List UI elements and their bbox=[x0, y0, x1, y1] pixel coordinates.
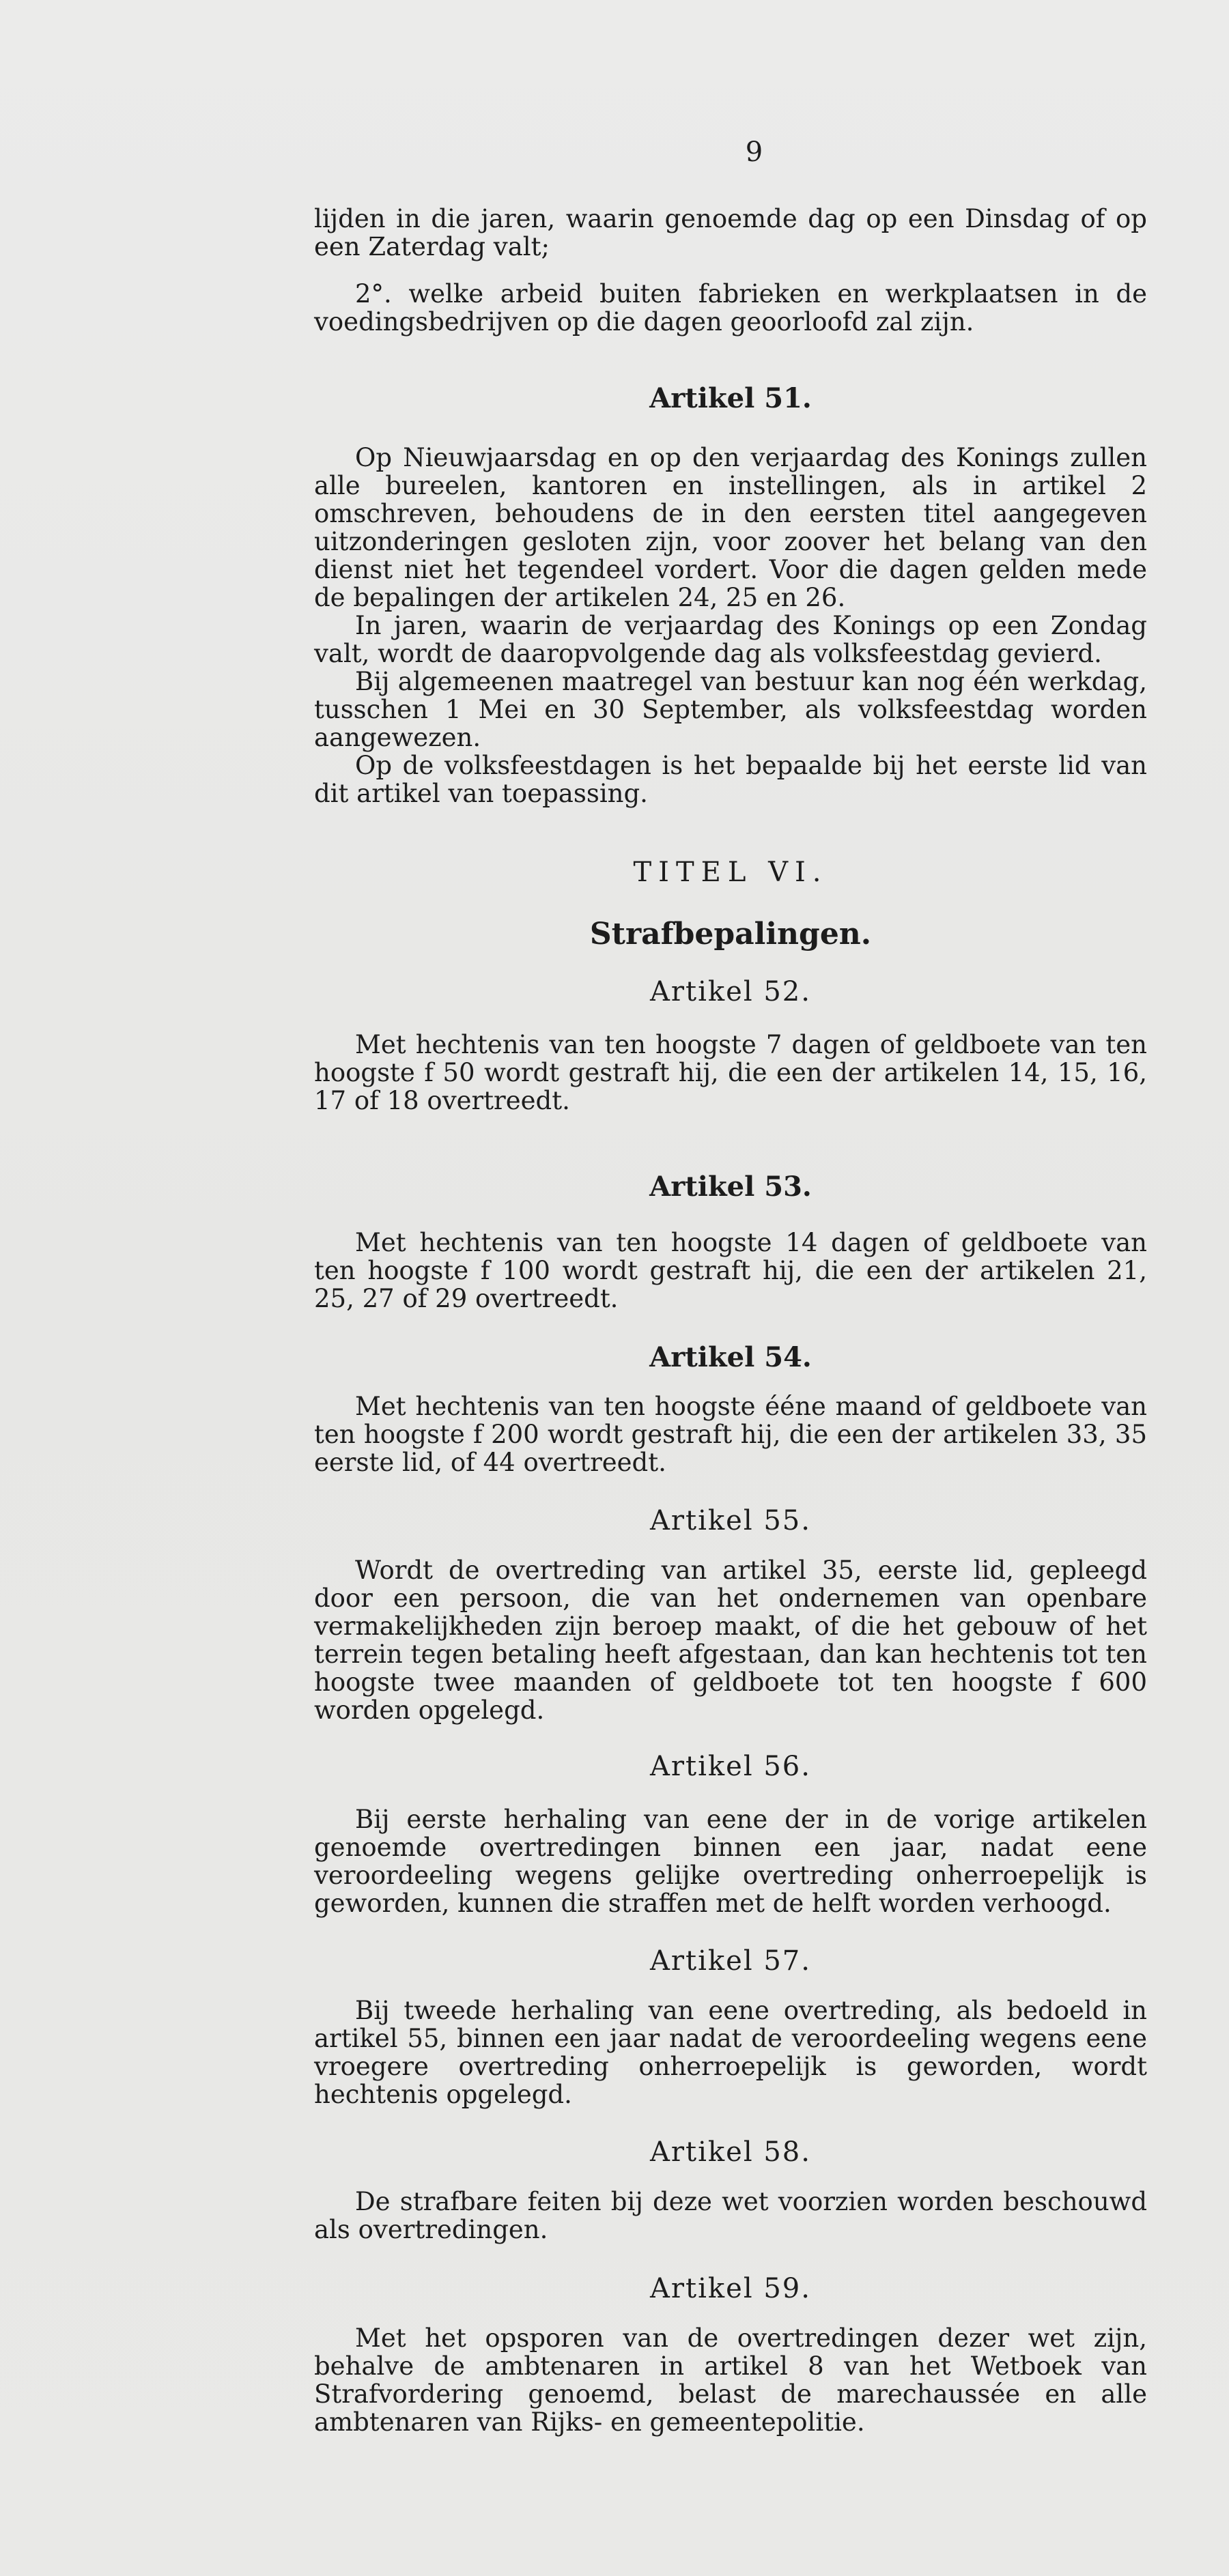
article-body-53 bbox=[314, 1229, 1147, 1313]
section-heading-strafbepalingen: Strafbepalingen. bbox=[589, 917, 872, 951]
article-heading-52: Artikel 52. bbox=[650, 976, 811, 1007]
article-heading-58: Artikel 58. bbox=[650, 2136, 811, 2168]
article-body-51 bbox=[314, 444, 1147, 807]
paragraph: Met hechtenis van ten hoogste 14 dagen of geldboete van ten hoogste f 100 wordt gestraft hij, die een der artikelen 21, 25, 27 of 29 overtreedt. bbox=[314, 1228, 1147, 1313]
article-heading-53: Artikel 53. bbox=[649, 1171, 812, 1203]
page-number: 9 bbox=[745, 137, 764, 168]
paragraph: Bij eerste herhaling van eene der in de vorige artikelen genoemde overtredingen binnen een jaar, nadat eene veroordeeling wegens gelijke overtreding onherroepelijk is geworden, kunnen die straffen met de helft worden verhoogd. bbox=[314, 1805, 1147, 1918]
paragraph: 2°. welke arbeid buiten fabrieken en werkplaatsen in de voedingsbedrijven op die dagen geoorloofd zal zijn. bbox=[314, 279, 1147, 337]
article-heading-51: Artikel 51. bbox=[649, 382, 812, 414]
article-body-58 bbox=[314, 2188, 1147, 2244]
paragraph: Op de volksfeestdagen is het bepaalde bij het eerste lid van dit artikel van toepassing. bbox=[314, 751, 1147, 808]
article-heading-54: Artikel 54. bbox=[649, 1341, 812, 1373]
paragraph: Met hechtenis van ten hoogste ééne maand of geldboete van ten hoogste f 200 wordt gestraft hij, die een der artikelen 33, 35 eerste lid, of 44 overtreedt. bbox=[314, 1392, 1147, 1477]
paragraph: lijden in die jaren, waarin genoemde dag op een Dinsdag of op een Zaterdag valt; bbox=[314, 204, 1147, 261]
article-heading-57: Artikel 57. bbox=[650, 1945, 811, 1977]
article-body-52 bbox=[314, 1031, 1147, 1115]
paragraph: Met het opsporen van de overtredingen dezer wet zijn, behalve de ambtenaren in artikel 8 van het Wetboek van Strafvordering genoemd, belast de marechaussée en alle ambtenaren van Rijks- en gemeentepolitie. bbox=[314, 2323, 1147, 2437]
article-body-54 bbox=[314, 1392, 1147, 1476]
article-heading-55: Artikel 55. bbox=[650, 1505, 811, 1536]
paragraph: Bij tweede herhaling van eene overtreding, als bedoeld in artikel 55, binnen een jaar nadat de veroordeeling wegens eene vroegere overtreding onherroepelijk is geworden, wordt hechtenis opgelegd. bbox=[314, 1996, 1147, 2109]
article-body-59 bbox=[314, 2324, 1147, 2436]
article-heading-56: Artikel 56. bbox=[650, 1751, 811, 1782]
paragraph: Met hechtenis van ten hoogste 7 dagen of geldboete van ten hoogste f 50 wordt gestraft hij, die een der artikelen 14, 15, 16, 17 of 18 overtreedt. bbox=[314, 1030, 1147, 1115]
article-heading-59: Artikel 59. bbox=[650, 2273, 811, 2304]
article-body-55 bbox=[314, 1556, 1147, 1724]
title-heading: TITEL VI. bbox=[633, 857, 828, 888]
paragraph: Op Nieuwjaarsdag en op den verjaardag des Konings zullen alle bureelen, kantoren en instellingen, als in artikel 2 omschreven, behoudens de in den eersten titel aangegeven uitzonderingen gesloten zijn, voor zoover het belang van den dienst niet het tegendeel vordert. Voor die dagen gelden mede de bepalingen der artikelen 24, 25 en 26. bbox=[314, 443, 1147, 612]
paragraph: Bij algemeenen maatregel van bestuur kan nog één werkdag, tusschen 1 Mei en 30 September, als volksfeestdag worden aangewezen. bbox=[314, 667, 1147, 752]
paragraph: Wordt de overtreding van artikel 35, eerste lid, gepleegd door een persoon, die van het ondernemen van openbare vermakelijkheden zijn beroep maakt, of die het gebouw of het terrein tegen betaling heeft afgestaan, dan kan hechtenis tot ten hoogste twee maanden of geldboete tot ten hoogste f 600 worden opgelegd. bbox=[314, 1556, 1147, 1725]
article-body-57 bbox=[314, 1997, 1147, 2108]
paragraph: De strafbare feiten bij deze wet voorzien worden beschouwd als overtredingen. bbox=[314, 2187, 1147, 2244]
article-body-56 bbox=[314, 1805, 1147, 1917]
paragraph: In jaren, waarin de verjaardag des Konings op een Zondag valt, wordt de daaropvolgende dag als volksfeestdag gevierd. bbox=[314, 611, 1147, 668]
continuation-text bbox=[314, 205, 1147, 336]
